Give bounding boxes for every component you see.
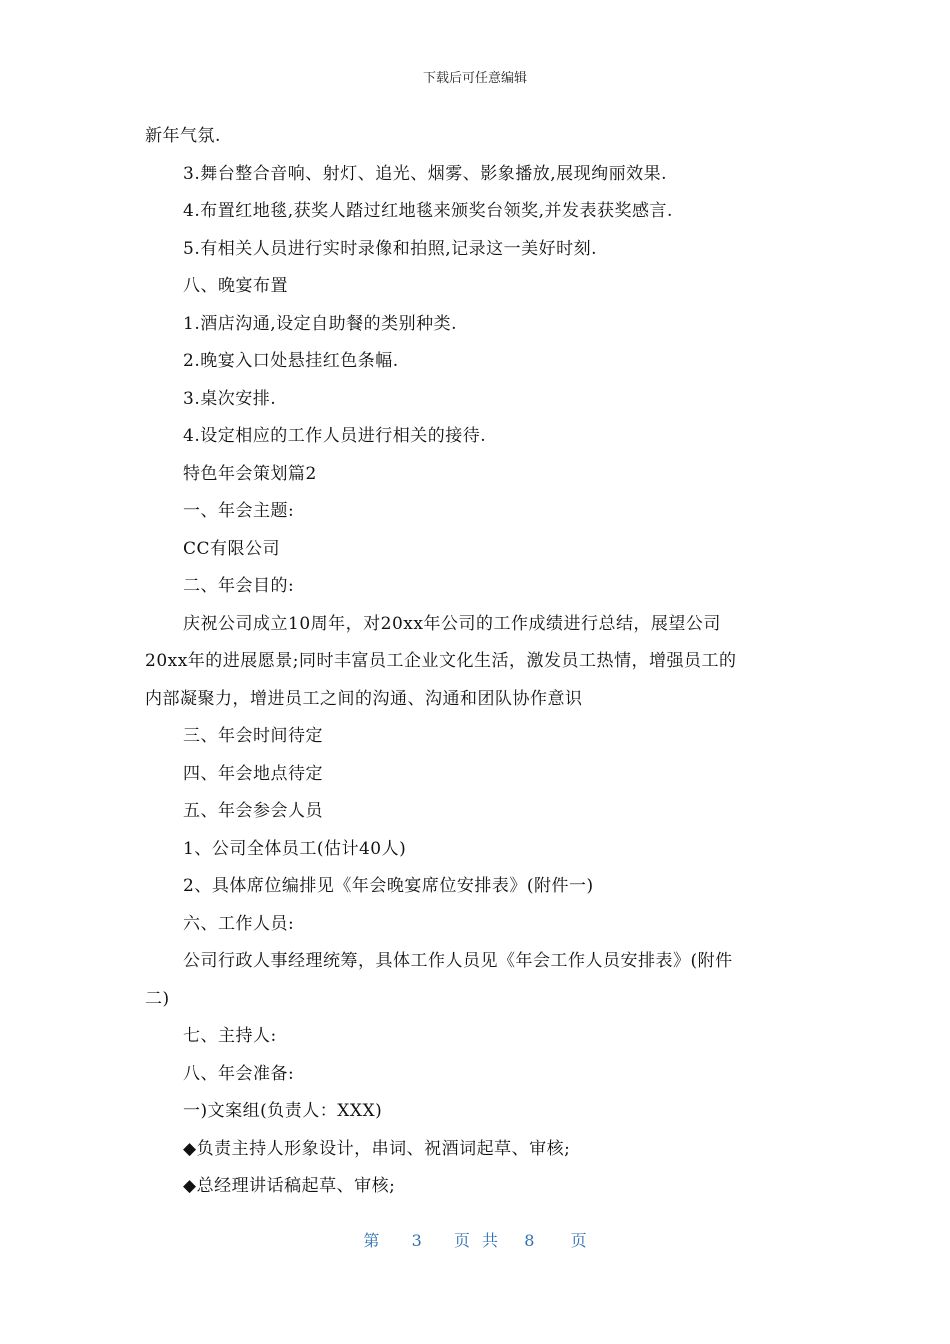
- page-footer: [0, 1228, 950, 1251]
- paragraph: 六、工作人员:: [183, 913, 295, 934]
- footer-label-page-end: 页: [570, 1231, 587, 1250]
- paragraph: 四、年会地点待定: [183, 763, 323, 784]
- paragraph: 3.桌次安排.: [183, 388, 277, 409]
- paragraph: 4.设定相应的工作人员进行相关的接待.: [183, 426, 487, 446]
- paragraph: ◆负责主持人形象设计，串词、祝酒词起草、审核;: [183, 1138, 571, 1159]
- paragraph: ◆总经理讲话稿起草、审核;: [183, 1176, 396, 1196]
- paragraph: 5.有相关人员进行实时录像和拍照,记录这一美好时刻.: [183, 238, 598, 259]
- paragraph: 七、主持人:: [183, 1026, 277, 1046]
- page-header: 下载后可任意编辑: [422, 71, 527, 86]
- paragraph: 20xx年的进展愿景;同时丰富员工企业文化生活，激发员工热情，增强员工的: [145, 651, 737, 671]
- paragraph: 1、公司全体员工(估计40人): [183, 838, 407, 859]
- footer-total-pages: 8: [524, 1231, 535, 1250]
- paragraph: 三、年会时间待定: [183, 726, 323, 746]
- paragraph: 八、年会准备:: [183, 1063, 295, 1084]
- paragraph: 3.舞台整合音响、射灯、追光、烟雾、影象播放,展现绚丽效果.: [183, 163, 668, 184]
- paragraph: 公司行政人事经理统筹，具体工作人员见《年会工作人员安排表》(附件: [183, 951, 733, 971]
- footer-label-page: 第: [363, 1231, 380, 1250]
- paragraph: 五、年会参会人员: [183, 801, 323, 821]
- paragraph: 新年气氛.: [145, 126, 221, 146]
- paragraph: 2.晚宴入口处悬挂红色条幅.: [183, 351, 399, 371]
- footer-label-of: 页共: [453, 1231, 510, 1250]
- document-body: [145, 118, 795, 1206]
- paragraph: 庆祝公司成立10周年，对20xx年公司的工作成绩进行总结，展望公司: [183, 613, 721, 634]
- paragraph: 2、具体席位编排见《年会晚宴席位安排表》(附件一): [183, 876, 594, 896]
- paragraph: 二、年会目的:: [183, 576, 295, 596]
- paragraph: 一)文案组(负责人：XXX): [183, 1101, 383, 1121]
- paragraph: 一、年会主题:: [183, 501, 295, 521]
- paragraph: 八、晚宴布置: [183, 276, 288, 296]
- paragraph: 特色年会策划篇2: [183, 463, 317, 484]
- paragraph: 4.布置红地毯,获奖人踏过红地毯来颁奖台领奖,并发表获奖感言.: [183, 201, 673, 221]
- paragraph: 1.酒店沟通,设定自助餐的类别种类.: [183, 313, 458, 334]
- paragraph: 二): [145, 988, 170, 1009]
- footer-current-page: 3: [411, 1231, 422, 1250]
- paragraph: 内部凝聚力，增进员工之间的沟通、沟通和团队协作意识: [145, 688, 583, 709]
- paragraph: CC有限公司: [183, 538, 281, 559]
